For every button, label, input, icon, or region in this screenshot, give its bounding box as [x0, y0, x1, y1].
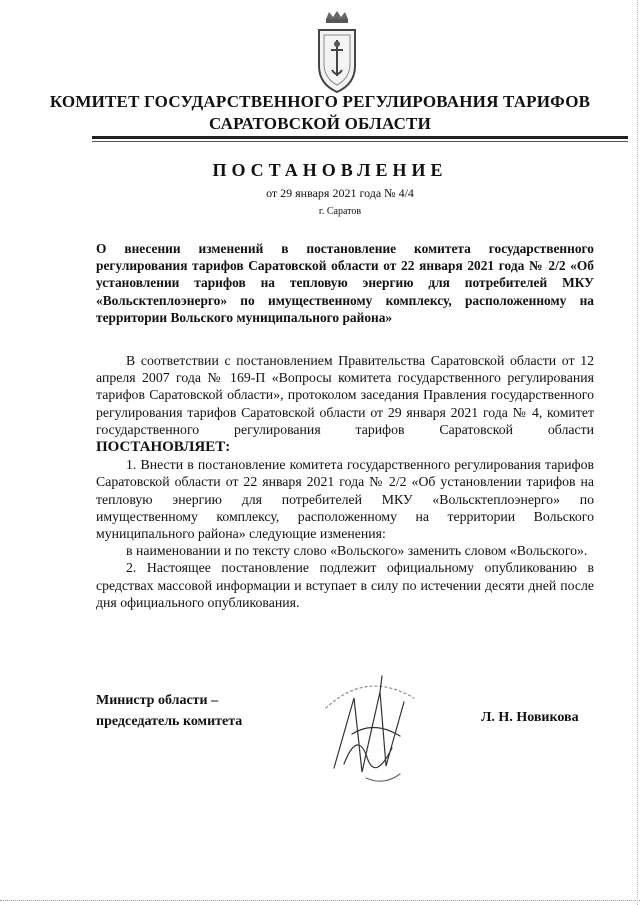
coat-of-arms-icon [314, 10, 360, 96]
org-name-line1: КОМИТЕТ ГОСУДАРСТВЕННОГО РЕГУЛИРОВАНИЯ ТАРИФОВ [49, 92, 591, 111]
header-divider-thin [92, 141, 628, 142]
signatory-title-line1: Министр области – [96, 693, 219, 708]
signatory-title [96, 690, 242, 732]
body-paragraph-1-text: В соответствии с постановлением Правительства Саратовской области от 12 апреля 2007 года № 169-П «Вопросы комитета государственного регулирования тарифов Саратовской области», протоколом заседания Правления государственного регулирования тарифов Саратовской области от 29 января 2021 года № 4, комитет государственного регулирования тарифов Саратовской области [96, 353, 594, 437]
scan-right-edge [637, 0, 639, 905]
body-paragraph-2: 1. Внести в постановление комитета государственного регулирования тарифов Саратовской области от 22 января 2021 года № 2/2 «Об установлении тарифов на тепловую энергию для потребителей МКУ «Вольсктеплоэнерго» по имущественному комплексу, расположенному на территории Вольского муниципального района» следующие изменения: [96, 457, 594, 542]
handwritten-signature-icon [296, 668, 438, 796]
document-type: ПОСТАНОВЛЕНИЕ [212, 160, 448, 180]
header-divider [92, 136, 628, 139]
document-subject: О внесении изменений в постановление комитета государственного регулирования тарифов Саратовской области от 22 января 2021 года № 2/2 «Об установлении тарифов на тепловую энергию для потребителей МКУ «Вольсктеплоэнерго» по имущественному комплексу, расположенному на территории Вольского муниципального района» [96, 241, 594, 325]
signatory-name: Л. Н. Новикова [481, 710, 579, 725]
signatory-title-line2: председатель комитета [96, 714, 243, 729]
body-paragraph-1 [96, 352, 594, 456]
resolution-keyword: ПОСТАНОВЛЯЕТ: [96, 439, 231, 456]
org-name-line2: САРАТОВСКОЙ ОБЛАСТИ [208, 114, 432, 133]
document-place: г. Саратов [318, 206, 362, 217]
document-date: от 29 января 2021 года № 4/4 [266, 186, 414, 200]
body-paragraph-4: 2. Настоящее постановление подлежит официальному опубликованию в средствах массовой информации и вступает в силу по истечении десяти дней после дня официального опубликования. [96, 560, 594, 610]
body-paragraph-3: в наименовании и по тексту слово «Вольского» заменить словом «Вольского». [126, 543, 588, 559]
scan-bottom-edge [0, 900, 640, 902]
document-body [96, 352, 594, 611]
